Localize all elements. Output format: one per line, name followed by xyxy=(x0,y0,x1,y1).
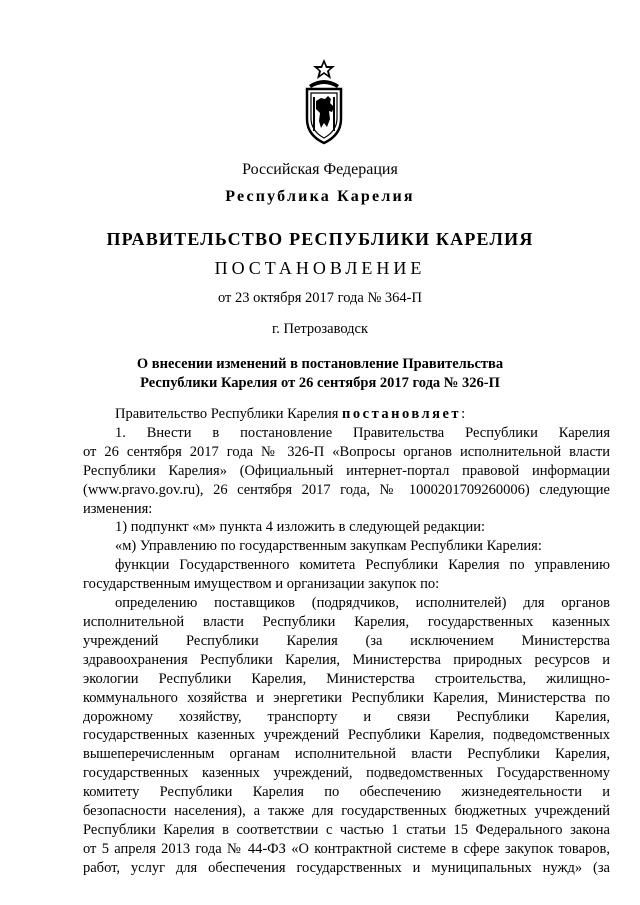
body-line: здравоохранения Республики Карелия, Министерства природных ресурсов и xyxy=(83,651,610,668)
republic-name: Республика Карелия xyxy=(225,188,415,205)
country-name: Российская Федерация xyxy=(242,161,398,178)
body-line: работ, услуг для обеспечения государственных и муниципальных нужд» (за xyxy=(83,859,610,876)
body-line: коммунального хозяйства и энергетики Республики Карелия, Министерства по xyxy=(83,689,610,706)
document-city: г. Петрозаводск xyxy=(271,321,369,337)
body-line: комитету Республики Карелия по обеспечению жизнедеятельности и xyxy=(83,784,610,801)
body-line: учреждений Республики Карелия (за исключением Министерства xyxy=(83,632,610,649)
government-title: ПРАВИТЕЛЬСТВО РЕСПУБЛИКИ КАРЕЛИЯ xyxy=(106,229,534,249)
body-line: функции Государственного комитета Республики Карелия по управлению xyxy=(115,557,610,574)
body-line: «м) Управлению по государственным закупкам Республики Карелия: xyxy=(115,538,542,555)
body-line: изменения: xyxy=(83,500,153,517)
body-line: от 5 апреля 2013 года № 44-ФЗ «О контрактной системе в сфере закупок товаров, xyxy=(83,840,610,857)
body-line: 1) подпункт «м» пункта 4 изложить в следующей редакции: xyxy=(115,519,486,536)
document-type: ПОСТАНОВЛЕНИЕ xyxy=(214,258,426,278)
body-line: исполнительной власти Республики Карелия, государственных казенных xyxy=(83,613,610,630)
body-line: экологии Республики Карелия, Министерства строительства, жилищно- xyxy=(83,670,610,687)
body-line: от 26 сентября 2017 года № 326-П «Вопросы органов исполнительной власти xyxy=(83,443,610,460)
intro-keyword: постановляет xyxy=(342,406,462,422)
body-line: государственных казенных учреждений Республики Карелия, подведомственных xyxy=(83,727,610,744)
document-date: от 23 октября 2017 года № 364-П xyxy=(218,290,422,306)
body-line: государственных казенных учреждений, подведомственных Государственному xyxy=(83,765,610,782)
document-subject xyxy=(0,355,640,393)
subject-line-2: Республики Карелия от 26 сентября 2017 года № 326-П xyxy=(140,375,500,391)
body-line: безопасности населения), а также для государственных бюджетных учреждений xyxy=(83,803,610,820)
body-line: дорожному хозяйству, транспорту и связи Республики Карелия, xyxy=(83,708,610,725)
document-body xyxy=(83,405,610,878)
body-line: Республики Карелия в соответствии с частью 1 статьи 15 Федерального закона xyxy=(83,821,610,838)
body-line: (www.pravo.gov.ru), 26 сентября 2017 года, № 1000201709260006) следующие xyxy=(83,481,610,498)
coat-of-arms-emblem xyxy=(301,57,347,147)
intro-suffix: : xyxy=(461,406,466,422)
body-line: определению поставщиков (подрядчиков, исполнителей) для органов xyxy=(115,595,610,612)
body-line: Республики Карелия» (Официальный интернет-портал правовой информации xyxy=(83,462,610,479)
body-line: вышеперечисленным органам исполнительной власти Республики Карелия, xyxy=(83,746,610,763)
intro-prefix: Правительство Республики Карелия xyxy=(115,406,343,422)
body-line: 1. Внести в постановление Правительства Республики Карелия xyxy=(115,424,610,441)
subject-line-1: О внесении изменений в постановление Правительства xyxy=(136,356,504,372)
intro-line xyxy=(83,405,610,424)
body-line: государственным имуществом и организации закупок по: xyxy=(83,576,440,593)
